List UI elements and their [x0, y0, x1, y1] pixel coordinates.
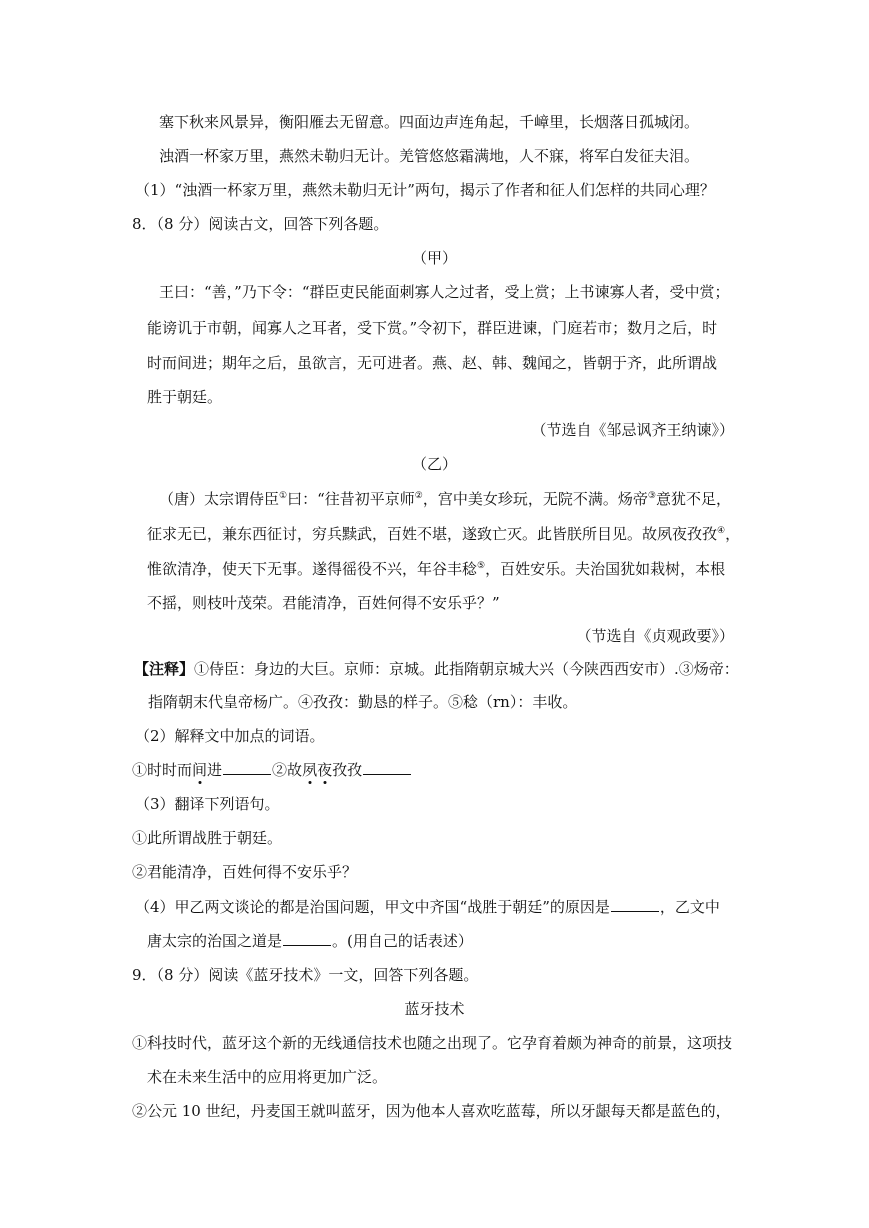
passage-jia-line: 时而间进；期年之后，虽欲言，无可进者。燕、赵、韩、魏闻之，皆朝于齐，此所谓战 — [147, 354, 718, 372]
question-8-2: （2）解释文中加点的词语。 — [135, 727, 325, 745]
passage-jia-source: （节选自《邹忌讽齐王纳谏》） — [531, 421, 734, 439]
question-9-heading: 9．（8 分）阅读《蓝牙技术》一文，回答下列各题。 — [132, 966, 479, 984]
question-8-3-item-1: ①此所谓战胜于朝廷。 — [132, 829, 283, 847]
answer-blank[interactable] — [283, 931, 331, 946]
passage-jia-line: 胜于朝廷。 — [147, 388, 223, 406]
passage-yi-line: 惟欲清净，使天下无事。遂得徭役不兴，年谷丰稔⑤，百姓安乐。夫治国犹如栽树，本根 — [147, 560, 726, 578]
question-1: （1）“浊酒一杯家万里，燕然未勒归无计”两句，揭示了作者和征人们怎样的共同心理？ — [135, 181, 715, 199]
poem-line-1: 塞下秋来风景异，衡阳雁去无留意。四面边声连角起，千嶂里，长烟落日孤城闭。 — [159, 113, 700, 131]
question-8-4-line-1: （4）甲乙两文谈论的都是治国问题，甲文中齐国“战胜于朝廷”的原因是 ，乙文中 — [135, 898, 720, 916]
passage-yi-line: 不摇，则枝叶茂荣。君能清净，百姓何得不安乐乎？” — [147, 594, 500, 612]
passage-jia-label: （甲） — [411, 249, 457, 267]
poem-line-2: 浊酒一杯家万里，燕然未勒归无计。羌管悠悠霜满地，人不寐，将军白发征夫泪。 — [159, 147, 700, 165]
question-8-4-line-2: 唐太宗的治国之道是 。(用自己的话表述） — [147, 932, 473, 950]
answer-blank[interactable] — [223, 760, 271, 775]
notes-line-2: 指隋朝末代皇帝杨广。④孜孜：勤恳的样子。⑤稔（rn）：丰收。 — [148, 693, 578, 711]
question-8-3: （3）翻译下列语句。 — [135, 795, 280, 813]
answer-blank[interactable] — [611, 897, 659, 912]
passage-yi-source: （节选自《贞观政要》） — [576, 627, 734, 645]
answer-blank[interactable] — [363, 760, 411, 775]
notes-line-1: 【注释】①侍臣：身边的大巨。京师：京城。此指隋朝京城大兴（今陕西西安市）.③炀帝： — [134, 660, 739, 678]
article-title: 蓝牙技术 — [404, 1000, 465, 1018]
passage-jia-line: 王曰：“善，”乃下令：“群臣吏民能面刺寡人之过者，受上赏；上书谏寡人者，受中赏； — [159, 283, 730, 301]
question-8-2-items: ①时时而间进 ②故夙夜孜孜 — [132, 760, 412, 780]
article-paragraph-1: ①科技时代，蓝牙这个新的无线通信技术也随之出现了。它孕育着颇为神奇的前景，这项技 — [132, 1034, 733, 1052]
passage-yi-label: （乙） — [411, 455, 457, 473]
article-paragraph-1-cont: 术在未来生活中的应用将更加广泛。 — [147, 1068, 388, 1086]
notes-label: 【注释】 — [134, 660, 195, 678]
article-paragraph-2: ②公元 10 世纪，丹麦国王就叫蓝牙，因为他本人喜欢吃蓝莓，所以牙龈每天都是蓝色的， — [132, 1102, 731, 1120]
passage-yi-line: 征求无已，兼东西征讨，穷兵黩武，百姓不堪，遂致亡灭。此皆朕所目见。故夙夜孜孜④， — [147, 525, 741, 543]
question-8-3-item-2: ②君能清净，百姓何得不安乐乎？ — [132, 863, 358, 881]
question-8-heading: 8．（8 分）阅读古文，回答下列各题。 — [132, 215, 389, 233]
passage-yi-line: （唐）太宗谓侍臣①曰：“往昔初平京师②，宫中美女珍玩，无院不满。炀帝③意犹不足， — [159, 490, 731, 508]
passage-jia-line: 能谤讥于市朝，闻寡人之耳者，受下赏。”令初下，群臣进谏，门庭若市；数月之后，时 — [147, 319, 718, 337]
